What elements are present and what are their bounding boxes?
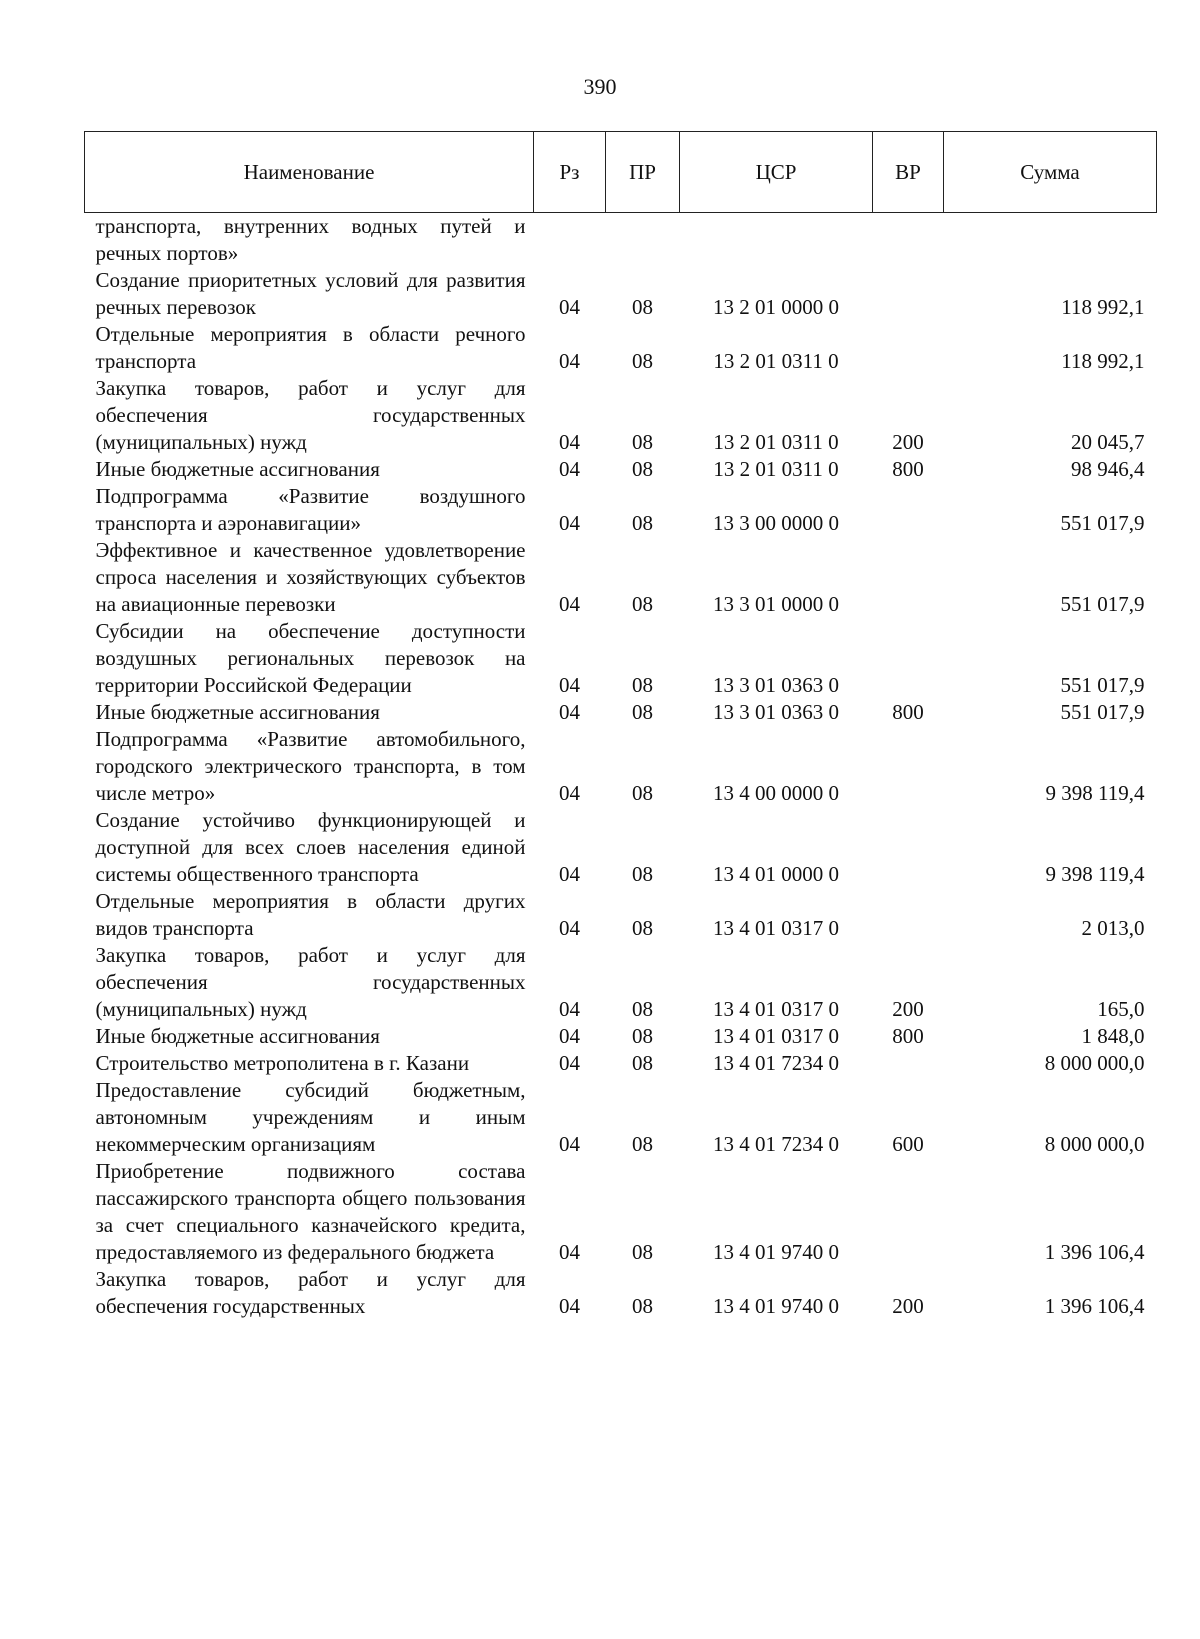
cell-pr: 08 — [632, 1024, 653, 1048]
table-row — [85, 267, 1157, 321]
cell-sum: 9 398 119,4 — [1045, 781, 1145, 805]
table-row — [85, 1077, 1157, 1158]
table-row — [85, 807, 1157, 888]
cell-pr: 08 — [632, 1132, 653, 1156]
cell-vr — [873, 213, 944, 268]
cell-sum: 8 000 000,0 — [1044, 1051, 1145, 1075]
table-row — [85, 1050, 1157, 1077]
cell-rz: 04 — [559, 1240, 580, 1264]
cell-pr — [606, 213, 680, 268]
cell-sum: 551 017,9 — [1060, 700, 1145, 724]
cell-csr: 13 4 01 7234 0 — [713, 1132, 839, 1156]
budget-table — [84, 131, 1157, 1320]
table-row — [85, 483, 1157, 537]
table-row — [85, 1158, 1157, 1266]
cell-csr: 13 3 01 0363 0 — [713, 700, 839, 724]
cell-vr: 200 — [892, 430, 924, 454]
cell-vr — [873, 726, 944, 807]
cell-pr: 08 — [632, 592, 653, 616]
cell-sum: 20 045,7 — [1071, 430, 1145, 454]
cell-name: транспорта, внутренних водных путей и речных портов» — [95, 214, 526, 265]
table-row — [85, 699, 1157, 726]
cell-vr — [873, 537, 944, 618]
cell-sum: 551 017,9 — [1060, 673, 1145, 697]
cell-vr — [873, 618, 944, 699]
cell-csr: 13 2 01 0311 0 — [713, 430, 839, 454]
header-sum: Сумма — [944, 132, 1157, 213]
header-row — [85, 132, 1157, 213]
cell-sum: 551 017,9 — [1060, 511, 1145, 535]
cell-sum: 1 848,0 — [1081, 1024, 1145, 1048]
cell-name: Иные бюджетные ассигнования — [95, 700, 380, 724]
cell-sum: 9 398 119,4 — [1045, 862, 1145, 886]
cell-sum — [944, 213, 1157, 268]
cell-rz: 04 — [559, 997, 580, 1021]
cell-csr: 13 3 00 0000 0 — [713, 511, 839, 535]
cell-rz: 04 — [559, 1024, 580, 1048]
cell-name: Закупка товаров, работ и услуг для обеспечения государственных — [95, 1267, 526, 1318]
cell-name: Эффективное и качественное удовлетворение спроса населения и хозяйствующих субъектов на авиационные перевозки — [95, 538, 526, 616]
cell-pr: 08 — [632, 781, 653, 805]
cell-rz: 04 — [559, 349, 580, 373]
cell-vr — [873, 888, 944, 942]
cell-rz: 04 — [559, 430, 580, 454]
table-row — [85, 456, 1157, 483]
table-row — [85, 1023, 1157, 1050]
cell-pr: 08 — [632, 862, 653, 886]
cell-pr: 08 — [632, 430, 653, 454]
table-row — [85, 888, 1157, 942]
cell-sum: 551 017,9 — [1060, 592, 1145, 616]
table-row — [85, 537, 1157, 618]
header-name: Наименование — [85, 132, 534, 213]
cell-rz: 04 — [559, 295, 580, 319]
table-row — [85, 375, 1157, 456]
cell-name: Создание приоритетных условий для развития речных перевозок — [95, 268, 526, 319]
cell-pr: 08 — [632, 349, 653, 373]
cell-vr — [873, 267, 944, 321]
cell-name: Предоставление субсидий бюджетным, автономным учреждениям и иным некоммерческим организациям — [95, 1078, 526, 1156]
cell-vr — [873, 1050, 944, 1077]
cell-sum: 118 992,1 — [1061, 295, 1145, 319]
cell-vr: 800 — [892, 1024, 924, 1048]
header-rz: Рз — [534, 132, 606, 213]
cell-rz: 04 — [559, 511, 580, 535]
cell-rz: 04 — [559, 673, 580, 697]
header-vr: ВР — [873, 132, 944, 213]
cell-vr — [873, 321, 944, 375]
cell-csr: 13 4 00 0000 0 — [713, 781, 839, 805]
cell-vr — [873, 807, 944, 888]
cell-csr: 13 4 01 7234 0 — [713, 1051, 839, 1075]
cell-csr: 13 4 01 9740 0 — [713, 1240, 839, 1264]
cell-name: Строительство метрополитена в г. Казани — [95, 1051, 470, 1075]
cell-pr: 08 — [632, 1051, 653, 1075]
cell-pr: 08 — [632, 700, 653, 724]
cell-csr: 13 3 01 0000 0 — [713, 592, 839, 616]
cell-name: Подпрограмма «Развитие автомобильного, городского электрического транспорта, в том числе метро» — [95, 727, 526, 805]
table-body — [85, 213, 1157, 1321]
cell-sum: 2 013,0 — [1081, 916, 1145, 940]
cell-vr — [873, 1158, 944, 1266]
cell-name: Отдельные мероприятия в области других видов транспорта — [95, 889, 526, 940]
cell-csr: 13 4 01 0000 0 — [713, 862, 839, 886]
cell-pr: 08 — [632, 916, 653, 940]
cell-rz: 04 — [559, 916, 580, 940]
cell-pr: 08 — [632, 295, 653, 319]
cell-rz: 04 — [559, 700, 580, 724]
cell-pr: 08 — [632, 1294, 653, 1318]
cell-rz: 04 — [559, 1294, 580, 1318]
cell-name: Приобретение подвижного состава пассажирского транспорта общего пользования за счет специального казначейского кредита, предоставляемого из федерального бюджета — [95, 1159, 526, 1264]
cell-rz: 04 — [559, 862, 580, 886]
cell-name: Подпрограмма «Развитие воздушного транспорта и аэронавигации» — [95, 484, 526, 535]
cell-pr: 08 — [632, 997, 653, 1021]
header-csr: ЦСР — [680, 132, 873, 213]
page-number: 390 — [583, 74, 617, 99]
cell-pr: 08 — [632, 1240, 653, 1264]
cell-sum: 1 396 106,4 — [1044, 1294, 1145, 1318]
cell-csr: 13 4 01 0317 0 — [713, 1024, 839, 1048]
cell-sum: 98 946,4 — [1071, 457, 1145, 481]
cell-vr: 800 — [892, 457, 924, 481]
cell-pr: 08 — [632, 673, 653, 697]
cell-csr: 13 3 01 0363 0 — [713, 673, 839, 697]
cell-csr: 13 4 01 0317 0 — [713, 916, 839, 940]
table-row — [85, 321, 1157, 375]
cell-sum: 165,0 — [1097, 997, 1145, 1021]
cell-name: Отдельные мероприятия в области речного транспорта — [95, 322, 526, 373]
table-row — [85, 618, 1157, 699]
table-header — [85, 132, 1157, 213]
cell-csr: 13 2 01 0311 0 — [713, 457, 839, 481]
cell-rz: 04 — [559, 781, 580, 805]
cell-name: Субсидии на обеспечение доступности воздушных региональных перевозок на территории Российской Федерации — [95, 619, 526, 697]
cell-rz: 04 — [559, 592, 580, 616]
table-row — [85, 1266, 1157, 1320]
table-row — [85, 726, 1157, 807]
cell-pr: 08 — [632, 511, 653, 535]
cell-csr: 13 2 01 0311 0 — [713, 349, 839, 373]
cell-csr: 13 4 01 9740 0 — [713, 1294, 839, 1318]
cell-vr: 600 — [892, 1132, 924, 1156]
cell-name: Закупка товаров, работ и услуг для обеспечения государственных (муниципальных) нужд — [95, 376, 526, 454]
cell-csr — [680, 213, 873, 268]
cell-rz: 04 — [559, 1132, 580, 1156]
cell-name: Закупка товаров, работ и услуг для обеспечения государственных (муниципальных) нужд — [95, 943, 526, 1021]
cell-sum: 8 000 000,0 — [1044, 1132, 1145, 1156]
cell-csr: 13 4 01 0317 0 — [713, 997, 839, 1021]
cell-csr: 13 2 01 0000 0 — [713, 295, 839, 319]
cell-sum: 118 992,1 — [1061, 349, 1145, 373]
cell-vr: 200 — [892, 997, 924, 1021]
cell-vr: 200 — [892, 1294, 924, 1318]
table-row — [85, 942, 1157, 1023]
cell-rz: 04 — [559, 457, 580, 481]
header-pr: ПР — [606, 132, 680, 213]
cell-pr: 08 — [632, 457, 653, 481]
cell-sum: 1 396 106,4 — [1044, 1240, 1145, 1264]
cell-name: Создание устойчиво функционирующей и доступной для всех слоев населения единой системы общественного транспорта — [95, 808, 526, 886]
cell-rz: 04 — [559, 1051, 580, 1075]
cell-vr — [873, 483, 944, 537]
cell-rz — [534, 213, 606, 268]
cell-vr: 800 — [892, 700, 924, 724]
cell-name: Иные бюджетные ассигнования — [95, 457, 380, 481]
cell-name: Иные бюджетные ассигнования — [95, 1024, 380, 1048]
table-row — [85, 213, 1157, 268]
